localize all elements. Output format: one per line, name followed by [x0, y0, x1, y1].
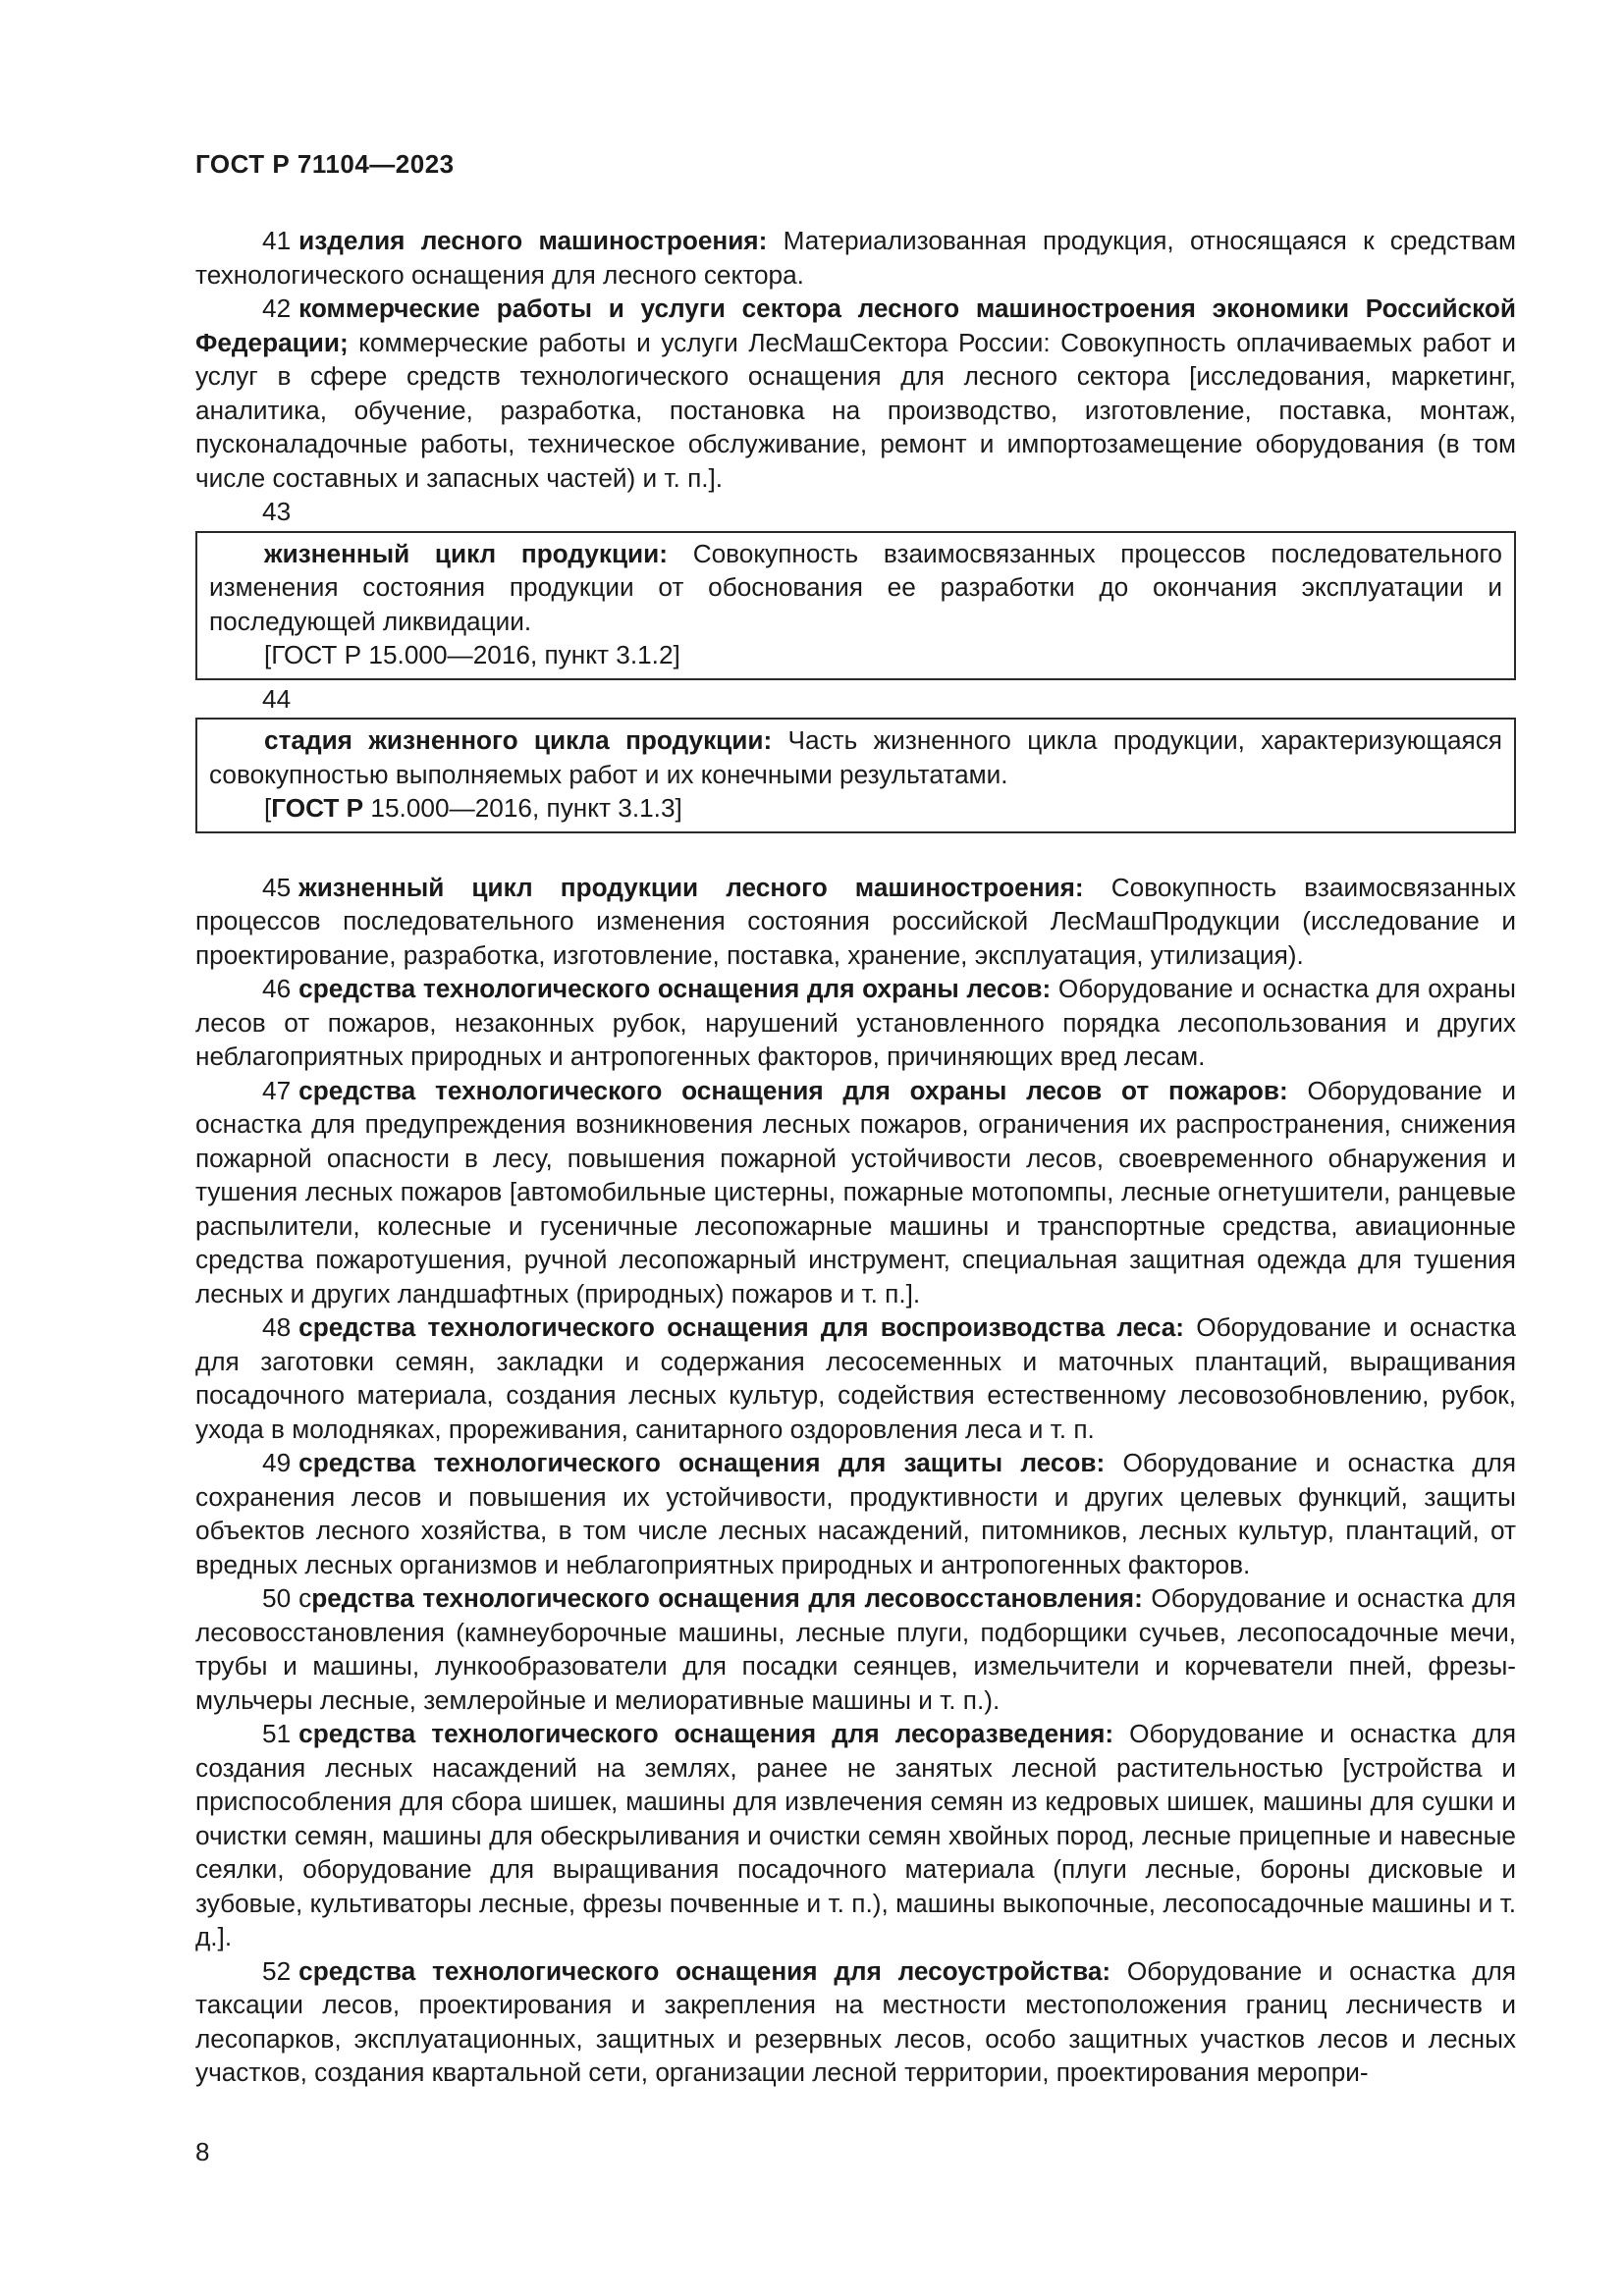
term-definition: коммерческие работы и услуги ЛесМашСектора России: Совокупность оплачиваемых работ и услуг в сфере средств технологического оснащения для лесного сектора [исследования, маркетинг, аналитика, обучение, разработка, постановка на производство, изготовление, поставка, монтаж, пусконаладочные работы, техническое обслуживание, ремонт и импортозамещение оборудования (в том числе составных и запасных частей) и т. п.]. — [195, 327, 1516, 493]
term-lead-letter: с — [298, 1583, 312, 1613]
term-number: 47 — [262, 1075, 292, 1105]
term-definition: Оборудование и оснастка для охраны лесов от пожаров, незаконных рубок, нарушений установленного порядка лесопользования и других неблагоприятных природных и антропогенных факторов, причиняющих вред лесам. — [195, 974, 1516, 1071]
term-name: редства технологического оснащения для лесовосстановления: — [311, 1583, 1143, 1613]
term-entry-47 — [195, 1074, 1516, 1311]
term-name: средства технологического оснащения для охраны лесов: — [298, 974, 1052, 1003]
page-number: 8 — [195, 2137, 210, 2166]
term-name: коммерческие работы и услуги сектора лесного машиностроения экономики Российской Федерации; — [195, 294, 1516, 357]
term-number: 41 — [262, 226, 292, 255]
term-number: 46 — [262, 974, 292, 1003]
term-number: 50 — [262, 1583, 292, 1613]
term-name: средства технологического оснащения для лесоустройства: — [298, 1955, 1111, 1986]
term-entry-49 — [195, 1446, 1516, 1581]
term-definition: Совокупность взаимосвязанных процессов последовательного изменения состояния продукции от обоснования ее разработки до окончания эксплуатации и последующей ликвидации. — [209, 538, 1502, 636]
term-number: 49 — [262, 1448, 292, 1477]
term-entry-43 — [209, 537, 1502, 639]
term-entry-44 — [209, 723, 1502, 791]
term-definition: Оборудование и оснастка для лесовосстановления (камнеуборочные машины, лесные плуги, подборщики сучьев, лесопосадочные мечи, трубы и машины, лункообразователи для посадки сеянцев, измельчители и корчеватели пней, фрезы-мульчеры лесные, землеройные и мелиоративные машины и т. п.). — [195, 1583, 1516, 1715]
spacer — [195, 835, 1516, 871]
term-definition: Материализованная продукция, относящаяся к средствам технологического оснащения для лесного сектора. — [195, 226, 1516, 290]
term-entry-51 — [195, 1717, 1516, 1954]
term-entry-46 — [195, 972, 1516, 1074]
source-reference: [ГОСТ Р 15.000—2016, пункт 3.1.2] — [264, 640, 680, 669]
source-reference: [ГОСТ Р 15.000—2016, пункт 3.1.3] — [264, 793, 682, 823]
term-entry-48 — [195, 1310, 1516, 1446]
term-definition: Часть жизненного цикла продукции, характеризующаяся совокупностью выполняемых работ и их конечными результатами. — [209, 725, 1502, 789]
term-definition: Совокупность взаимосвязанных процессов последовательного изменения состояния российской ЛесМашПродукции (исследование и проектирование, разработка, изготовление, поставка, хранение, эксплуатация, утилизация). — [195, 872, 1516, 970]
term-definition: Оборудование и оснастка для создания лесных насаждений на землях, ранее не занятых лесной растительностью [устройства и приспособления для сбора шишек, машины для извлечения семян из кедровых шишек, машины для сушки и очистки семян, машины для обескрыливания и очистки семян хвойных пород, лесные прицепные и навесные сеялки, оборудование для выращивания посадочного материала (плуги лесные, бороны дисковые и зубовые, культиваторы лесные, фрезы почвенные и т. п.), машины выкопочные, лесопосадочные машины и т. д.]. — [195, 1719, 1516, 1951]
term-number: 42 — [262, 294, 292, 323]
term-number: 51 — [262, 1719, 292, 1748]
term-number: 48 — [262, 1312, 292, 1342]
term-entry-45 — [195, 871, 1516, 973]
quoted-definition-box-44 — [195, 718, 1516, 833]
term-definition: Оборудование и оснастка для заготовки семян, закладки и содержания лесосеменных и маточных плантаций, выращивания посадочного материала, создания лесных культур, содействия естественному лесовозобновлению, рубок, ухода в молодняках, прореживания, санитарного оздоровления леса и т. п. — [195, 1312, 1516, 1444]
term-number: 45 — [262, 872, 292, 902]
term-name: средства технологического оснащения для воспроизводства леса: — [298, 1312, 1185, 1342]
term-number-44: 44 — [262, 683, 292, 714]
term-entry-52 — [195, 1954, 1516, 2090]
term-name: изделия лесного машиностроения: — [298, 226, 768, 255]
document-body — [195, 224, 1516, 2090]
term-entry-50 — [195, 1581, 1516, 1717]
term-name: средства технологического оснащения для лесоразведения: — [298, 1719, 1114, 1748]
document-header: ГОСТ Р 71104—2023 — [195, 149, 455, 179]
term-definition: Оборудование и оснастка для предупреждения возникновения лесных пожаров, ограничения их распространения, снижения пожарной опасности в лесу, повышения пожарной устойчивости лесов, своевременного обнаружения и тушения лесных пожаров [автомобильные цистерны, пожарные мотопомпы, лесные огнетушители, ранцевые распылители, колесные и гусеничные лесопожарные машины и транспортные средства, авиационные средства пожаротушения, ручной лесопожарный инструмент, специальная защитная одежда для тушения лесных и других ландшафтных (природных) пожаров и т. п.]. — [195, 1075, 1516, 1308]
term-entry-42 — [195, 292, 1516, 495]
term-entry-41 — [195, 224, 1516, 292]
term-name: стадия жизненного цикла продукции: — [264, 725, 773, 755]
term-name: жизненный цикл продукции лесного машиностроения: — [298, 872, 1084, 902]
term-number-43: 43 — [262, 497, 292, 526]
term-number: 52 — [262, 1955, 292, 1986]
term-definition: Оборудование и оснастка для сохранения лесов и повышения их устойчивости, продуктивности и других целевых функций, защиты объектов лесного хозяйства, в том числе лесных насаждений, питомников, лесных культур, плантаций, от вредных лесных организмов и неблагоприятных природных и антропогенных факторов. — [195, 1448, 1516, 1579]
term-name: жизненный цикл продукции: — [264, 538, 668, 568]
term-definition: Оборудование и оснастка для таксации лесов, проектирования и закрепления на местности местоположения границ лесничеств и лесопарков, эксплуатационных, защитных и резервных лесов, особо защитных участков лесов и лесных участков, создания квартальной сети, организации лесной территории, проектирования меропри- — [195, 1955, 1516, 2087]
term-name: средства технологического оснащения для охраны лесов от пожаров: — [298, 1075, 1288, 1105]
quoted-definition-box-43 — [195, 531, 1516, 680]
term-name: средства технологического оснащения для защиты лесов: — [298, 1448, 1106, 1477]
